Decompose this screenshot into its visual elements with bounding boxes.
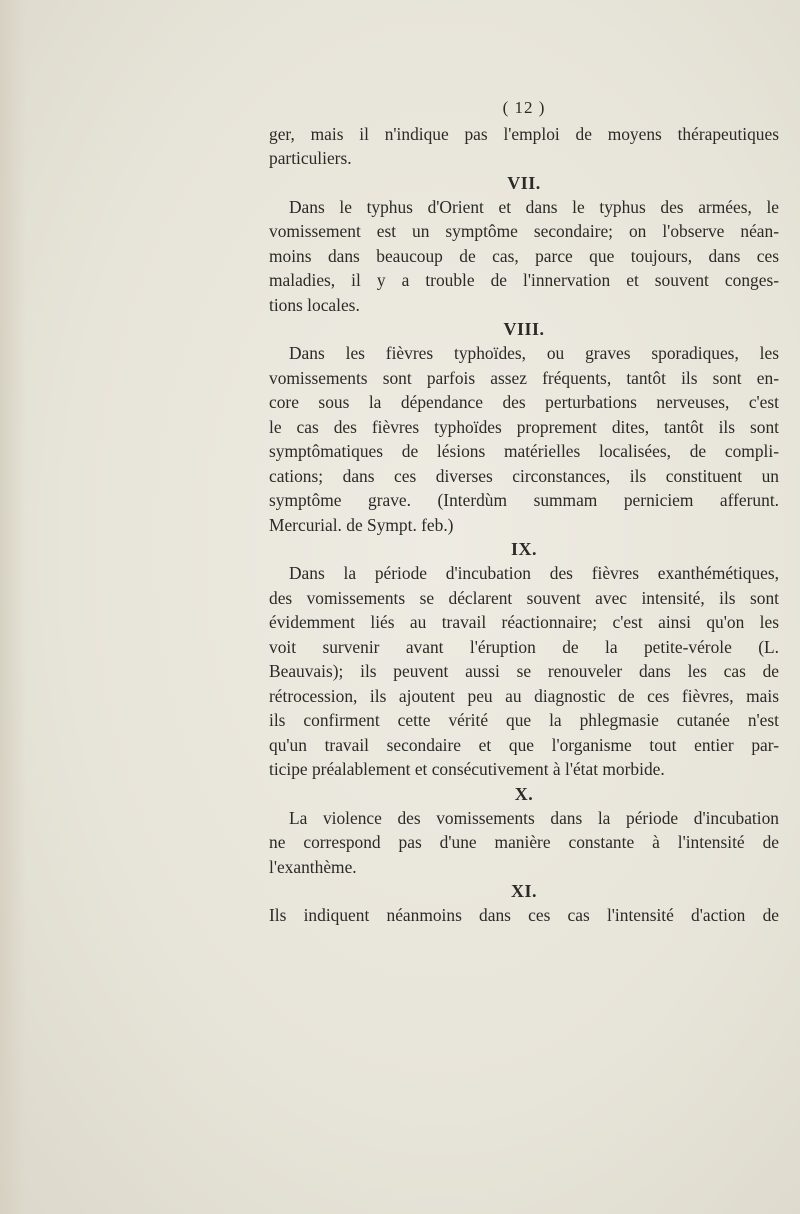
text-line: Dans les fièvres typhoïdes, ou graves sporadiques, les — [289, 343, 779, 363]
section-xi-paragraph — [269, 903, 779, 928]
page-text — [269, 96, 779, 928]
section-vii-paragraph — [269, 195, 779, 318]
text-line: tions locales. — [269, 294, 360, 315]
text-line: Dans la période d'incubation des fièvres exanthémétiques, — [289, 563, 779, 583]
text-line: Dans le typhus d'Orient et dans le typhus des armées, le — [289, 196, 779, 217]
page-number: ( 12 ) — [502, 98, 546, 117]
section-viii-paragraph — [269, 341, 779, 537]
text-line: symptômatiques de lésions matérielles localisées, de compli- — [269, 441, 779, 461]
text-line: évidemment liés au travail réactionnaire; c'est ainsi qu'on les — [269, 612, 779, 632]
page-edge-shadow — [0, 0, 26, 1214]
text-line: le cas des fièvres typhoïdes proprement dites, tantôt ils sont — [269, 416, 779, 437]
section-ix-paragraph — [269, 561, 779, 782]
text-line: core sous la dépendance des perturbations nerveuses, c'est — [269, 392, 779, 412]
text-line: moins dans beaucoup de cas, parce que toujours, dans ces — [269, 245, 779, 266]
text-line: ne correspond pas d'une manière constante à l'intensité de — [269, 832, 779, 852]
text-line: cations; dans ces diverses circonstances, ils constituent un — [269, 465, 779, 486]
text-line: voit survenir avant l'éruption de la petite-vérole (L. — [269, 636, 779, 657]
intro-paragraph — [269, 122, 779, 171]
text-line: qu'un travail secondaire et que l'organisme tout entier par- — [269, 734, 779, 755]
section-numeral-xi: XI. — [510, 881, 537, 901]
text-line: Mercurial. de Sympt. feb.) — [269, 514, 454, 535]
text-line: ticipe préalablement et consécutivement à l'état morbide. — [269, 759, 665, 779]
section-x-paragraph — [269, 806, 779, 880]
section-numeral-vii: VII. — [507, 172, 541, 193]
text-line: ils confirment cette vérité que la phlegmasie cutanée n'est — [269, 710, 779, 730]
text-line: rétrocession, ils ajoutent peu au diagnostic de ces fièvres, mais — [269, 685, 779, 706]
section-numeral-x: X. — [514, 783, 534, 804]
text-line: des vomissements se déclarent souvent avec intensité, ils sont — [269, 587, 779, 608]
section-numeral-ix: IX. — [510, 539, 537, 559]
text-line: La violence des vomissements dans la période d'incubation — [289, 807, 779, 828]
text-line: Ils indiquent néanmoins dans ces cas l'intensité d'action de — [269, 905, 779, 925]
text-line: ger, mais il n'indique pas l'emploi de moyens thérapeutiques — [269, 123, 779, 144]
text-line: l'exanthème. — [269, 856, 357, 877]
text-line: vomissement est un symptôme secondaire; on l'observe néan- — [269, 221, 779, 241]
text-line: vomissements sont parfois assez fréquents, tantôt ils sont en- — [269, 367, 779, 388]
text-line: maladies, il y a trouble de l'innervation et souvent conges- — [269, 270, 779, 290]
text-line: particuliers. — [269, 148, 352, 168]
section-numeral-viii: VIII. — [503, 319, 545, 339]
text-line: Beauvais); ils peuvent aussi se renouveler dans les cas de — [269, 661, 779, 681]
text-line: symptôme grave. (Interdùm summam perniciem afferunt. — [269, 490, 779, 510]
